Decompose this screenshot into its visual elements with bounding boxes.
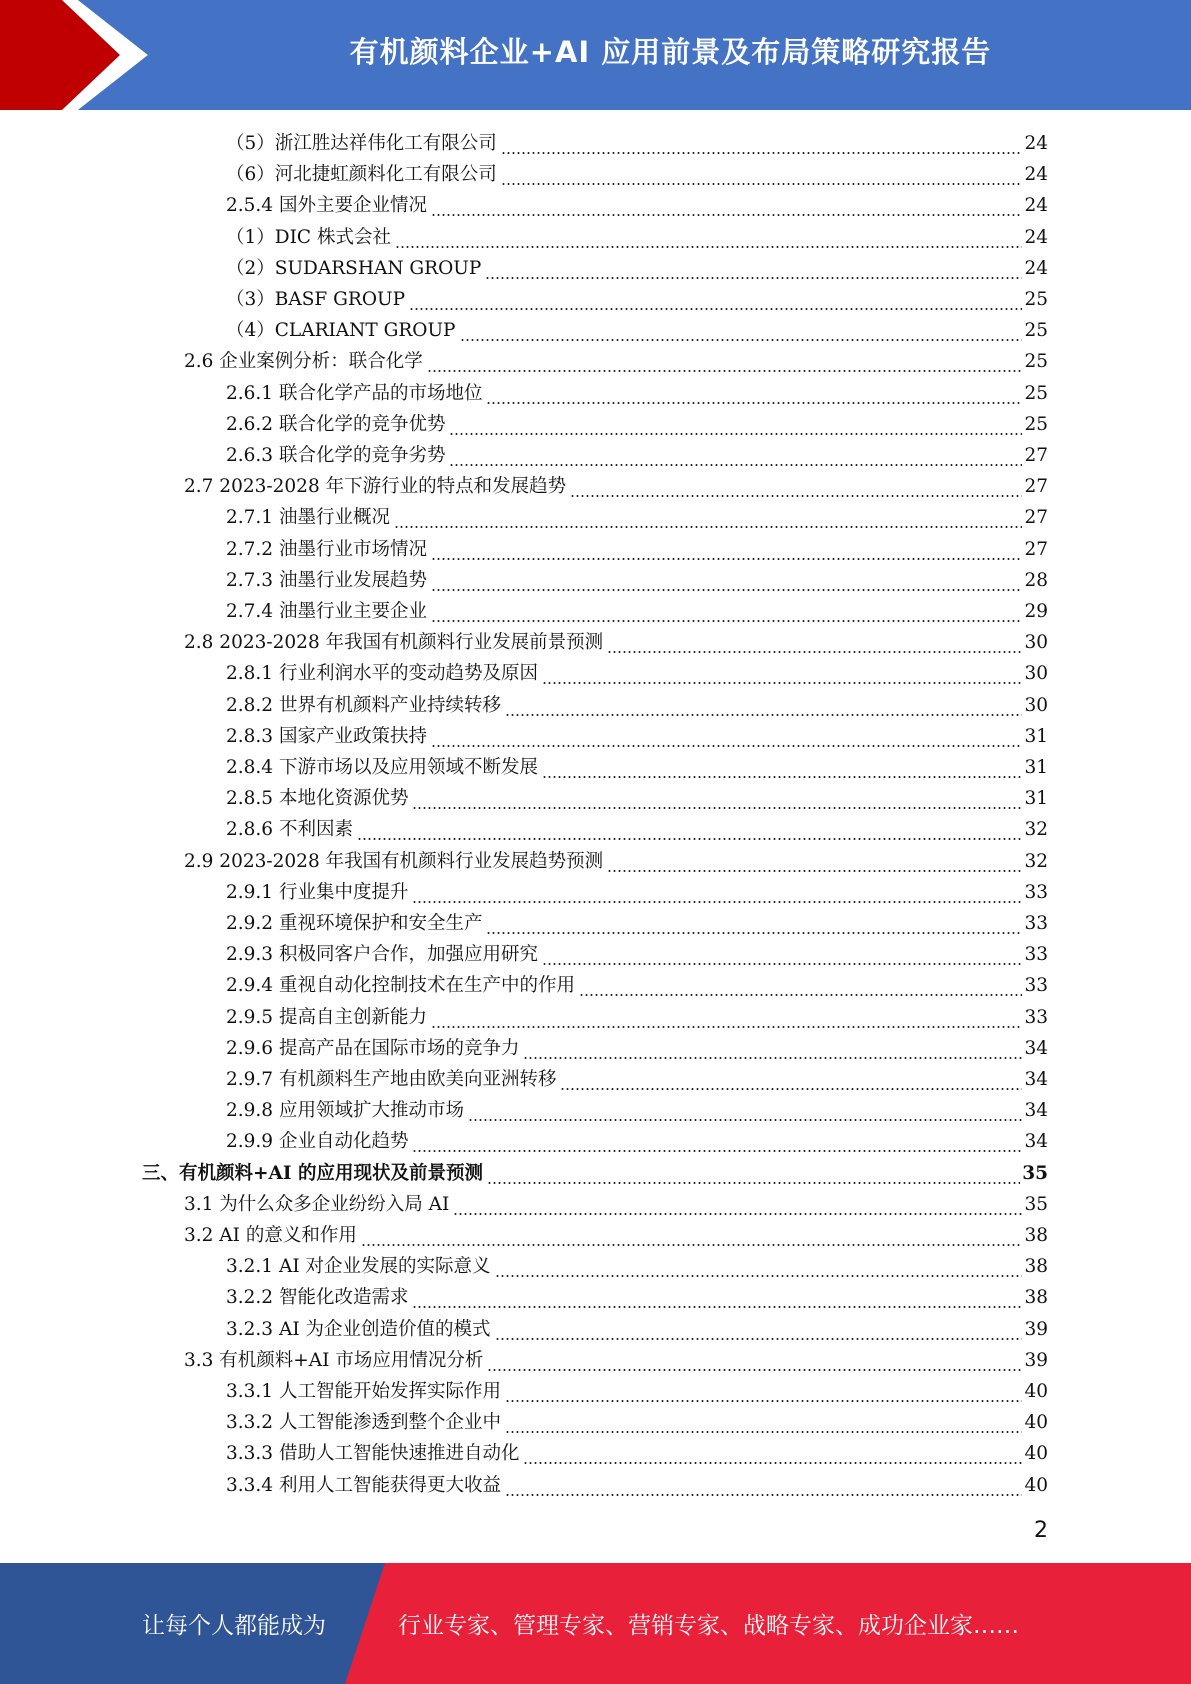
toc-entry-page: 25 — [1024, 382, 1048, 404]
toc-entry[interactable] — [226, 378, 1048, 409]
toc-entry-page: 24 — [1024, 195, 1048, 217]
toc-entry-page: 33 — [1024, 944, 1048, 966]
toc-entry-page: 25 — [1024, 289, 1048, 310]
toc-entry-label: 2.8.1 行业利润水平的变动趋势及原因 — [226, 663, 538, 685]
toc-leader-dots — [427, 346, 1023, 377]
toc-entry-page: 31 — [1024, 725, 1048, 747]
toc-entry-page: 24 — [1024, 257, 1048, 279]
toc-entry[interactable] — [226, 1126, 1048, 1157]
toc-leader-dots — [495, 1251, 1023, 1282]
toc-entry-label: 3.3 有机颜料+AI 市场应用情况分析 — [184, 1349, 484, 1371]
toc-leader-dots — [542, 752, 1022, 783]
toc-entry-page: 33 — [1024, 975, 1048, 997]
toc-leader-dots — [607, 627, 1022, 658]
toc-entry-page: 24 — [1024, 133, 1048, 154]
toc-entry-page: 24 — [1024, 164, 1048, 186]
toc-entry-label: 3.3.1 人工智能开始发挥实际作用 — [226, 1381, 501, 1402]
toc-entry[interactable] — [226, 315, 1048, 346]
toc-entry-page: 32 — [1024, 850, 1048, 872]
toc-entry-page: 31 — [1024, 757, 1048, 778]
toc-entry[interactable] — [226, 1251, 1048, 1282]
page-number: 2 — [1034, 1518, 1048, 1543]
toc-entry-page: 30 — [1024, 663, 1048, 685]
toc-entry-label: 2.7 2023-2028 年下游行业的特点和发展趋势 — [184, 476, 567, 498]
toc-leader-dots — [570, 471, 1022, 502]
toc-entry-page: 34 — [1024, 1037, 1048, 1059]
toc-entry[interactable] — [226, 440, 1048, 471]
toc-entry-label: （4）CLARIANT GROUP — [226, 320, 456, 342]
report-title: 有机颜料企业+AI 应用前景及布局策略研究报告 — [349, 34, 992, 69]
toc-entry[interactable] — [226, 658, 1048, 689]
toc-entry[interactable] — [226, 1438, 1048, 1469]
toc-entry-label: 2.9.5 提高自主创新能力 — [226, 1006, 427, 1028]
toc-leader-dots — [412, 1126, 1022, 1157]
toc-entry[interactable] — [226, 877, 1048, 908]
toc-leader-dots — [431, 534, 1022, 565]
toc-leader-dots — [523, 1033, 1022, 1064]
toc-entry-page: 34 — [1024, 1100, 1048, 1122]
toc-entry-page: 32 — [1024, 819, 1048, 841]
toc-entry-label: 3.2 AI 的意义和作用 — [184, 1225, 357, 1246]
toc-entry-label: 2.8.6 不利因素 — [226, 819, 353, 841]
toc-entry-label: 2.6.2 联合化学的竞争优势 — [226, 413, 446, 435]
toc-leader-dots — [460, 315, 1023, 346]
toc-entry-label: 3.3.3 借助人工智能快速推进自动化 — [226, 1443, 520, 1465]
toc-entry-page: 27 — [1024, 476, 1048, 498]
toc-entry-label: 2.9.8 应用领域扩大推动市场 — [226, 1100, 464, 1122]
toc-entry[interactable] — [226, 253, 1048, 284]
toc-entry-label: 2.9 2023-2028 年我国有机颜料行业发展趋势预测 — [184, 850, 604, 872]
toc-entry[interactable] — [226, 1314, 1048, 1345]
toc-entry-label: 2.7.1 油墨行业概况 — [226, 507, 390, 529]
toc-leader-dots — [431, 1002, 1022, 1033]
toc-entry[interactable] — [226, 1033, 1048, 1064]
toc-entry-label: 2.9.7 有机颜料生产地由欧美向亚洲转移 — [226, 1069, 557, 1090]
toc-entry-label: 2.7.4 油墨行业主要企业 — [226, 601, 427, 622]
toc-leader-dots — [486, 908, 1022, 939]
toc-entry[interactable] — [226, 128, 1048, 159]
toc-leader-dots — [495, 1314, 1023, 1345]
toc-leader-dots — [409, 284, 1022, 315]
toc-leader-dots — [431, 721, 1022, 752]
toc-entry-label: 2.6.1 联合化学产品的市场地位 — [226, 382, 483, 404]
toc-entry[interactable] — [142, 1158, 1048, 1189]
toc-leader-dots — [501, 159, 1023, 190]
toc-entry-label: 3.2.3 AI 为企业创造价值的模式 — [226, 1318, 491, 1340]
toc-entry-page: 27 — [1024, 538, 1048, 560]
toc-leader-dots — [431, 596, 1022, 627]
toc-entry-page: 25 — [1024, 320, 1048, 342]
toc-entry-page: 30 — [1024, 632, 1048, 654]
toc-entry-page: 33 — [1024, 913, 1048, 934]
toc-leader-dots — [505, 690, 1022, 721]
toc-entry[interactable] — [184, 1220, 1048, 1251]
toc-entry-label: 2.8.2 世界有机颜料产业持续转移 — [226, 694, 501, 716]
header-arrow-decoration — [0, 0, 150, 110]
toc-leader-dots — [412, 783, 1022, 814]
toc-leader-dots — [560, 1064, 1022, 1095]
toc-leader-dots — [431, 565, 1022, 596]
toc-entry-label: （6）河北捷虹颜料化工有限公司 — [226, 164, 497, 186]
toc-entry-page: 40 — [1024, 1474, 1048, 1496]
toc-entry-label: 2.9.2 重视环境保护和安全生产 — [226, 913, 483, 934]
toc-entry[interactable] — [226, 1282, 1048, 1313]
toc-entry[interactable] — [226, 502, 1048, 533]
toc-entry-page: 40 — [1024, 1412, 1048, 1434]
toc-entry[interactable] — [226, 565, 1048, 596]
toc-leader-dots — [485, 253, 1022, 284]
toc-entry-page: 24 — [1024, 226, 1048, 248]
toc-entry-page: 25 — [1024, 413, 1048, 435]
toc-leader-dots — [487, 1158, 1020, 1189]
toc-entry[interactable] — [226, 1407, 1048, 1438]
toc-entry-page: 34 — [1024, 1131, 1048, 1153]
toc-leader-dots — [487, 1345, 1022, 1376]
toc-entry-page: 35 — [1022, 1162, 1048, 1184]
toc-leader-dots — [607, 846, 1022, 877]
toc-entry-page: 38 — [1024, 1287, 1048, 1309]
toc-entry-label: （2）SUDARSHAN GROUP — [226, 257, 482, 279]
toc-entry[interactable] — [226, 534, 1048, 565]
toc-entry-page: 30 — [1024, 694, 1048, 716]
toc-entry[interactable] — [226, 752, 1048, 783]
toc-leader-dots — [523, 1438, 1022, 1469]
toc-leader-dots — [501, 128, 1023, 159]
toc-entry-label: 2.9.4 重视自动化控制技术在生产中的作用 — [226, 975, 575, 997]
toc-leader-dots — [542, 658, 1022, 689]
toc-leader-dots — [468, 1095, 1022, 1126]
toc-entry[interactable] — [226, 222, 1048, 253]
toc-entry-label: 2.5.4 国外主要企业情况 — [226, 195, 427, 217]
toc-leader-dots — [449, 409, 1022, 440]
toc-entry[interactable] — [184, 346, 1048, 377]
toc-entry-page: 39 — [1024, 1349, 1048, 1371]
footer-slogan-right: 行业专家、管理专家、营销专家、战略专家、成功企业家…… — [398, 1613, 1019, 1639]
toc-entry-label: 2.6 企业案例分析：联合化学 — [184, 351, 423, 373]
toc-entry[interactable] — [226, 939, 1048, 970]
toc-entry[interactable] — [226, 1470, 1048, 1501]
toc-entry[interactable] — [226, 409, 1048, 440]
toc-leader-dots — [394, 502, 1022, 533]
toc-entry[interactable] — [184, 846, 1048, 877]
toc-entry-label: 3.2.1 AI 对企业发展的实际意义 — [226, 1256, 491, 1278]
toc-leader-dots — [395, 222, 1023, 253]
toc-entry-label: （5）浙江胜达祥伟化工有限公司 — [226, 133, 497, 154]
toc-entry-label: 3.1 为什么众多企业纷纷入局 AI — [184, 1193, 450, 1215]
toc-entry[interactable] — [226, 783, 1048, 814]
footer-slogan-left: 让每个人都能成为 — [142, 1613, 326, 1639]
toc-entry[interactable] — [184, 1345, 1048, 1376]
toc-leader-dots — [579, 970, 1022, 1001]
toc-leader-dots — [542, 939, 1022, 970]
toc-leader-dots — [412, 877, 1022, 908]
toc-entry-label: 2.7.3 油墨行业发展趋势 — [226, 569, 427, 591]
toc-entry[interactable] — [226, 908, 1048, 939]
toc-entry-page: 40 — [1024, 1381, 1048, 1402]
toc-entry-label: 3.3.2 人工智能渗透到整个企业中 — [226, 1412, 501, 1434]
toc-entry-label: 2.8.5 本地化资源优势 — [226, 788, 409, 810]
toc-entry[interactable] — [226, 1376, 1048, 1407]
toc-entry-label: 2.7.2 油墨行业市场情况 — [226, 538, 427, 560]
toc-leader-dots — [505, 1376, 1022, 1407]
toc-entry-page: 34 — [1024, 1069, 1048, 1090]
toc-entry-page: 27 — [1024, 507, 1048, 529]
toc-entry-page: 29 — [1024, 601, 1048, 622]
toc-entry-page: 28 — [1024, 569, 1048, 591]
toc-entry-label: 2.9.9 企业自动化趋势 — [226, 1131, 409, 1153]
toc-leader-dots — [431, 190, 1022, 221]
page-header — [0, 0, 1191, 110]
toc-entry[interactable] — [226, 596, 1048, 627]
toc-entry-label: （3）BASF GROUP — [226, 289, 406, 310]
toc-entry[interactable] — [226, 284, 1048, 315]
toc-leader-dots — [486, 378, 1022, 409]
toc-entry-page: 40 — [1024, 1443, 1048, 1465]
page-footer — [0, 1563, 1191, 1684]
toc-entry[interactable] — [226, 190, 1048, 221]
toc-leader-dots — [453, 1189, 1022, 1220]
toc-entry[interactable] — [184, 1189, 1048, 1220]
toc-leader-dots — [505, 1470, 1022, 1501]
toc-entry-page: 27 — [1024, 445, 1048, 466]
toc-leader-dots — [505, 1407, 1022, 1438]
toc-entry[interactable] — [226, 814, 1048, 845]
toc-entry-label: 2.8 2023-2028 年我国有机颜料行业发展前景预测 — [184, 632, 604, 654]
toc-leader-dots — [412, 1282, 1022, 1313]
toc-entry[interactable] — [226, 690, 1048, 721]
toc-entry-page: 35 — [1024, 1193, 1048, 1215]
toc-entry[interactable] — [226, 721, 1048, 752]
toc-entry-page: 31 — [1024, 788, 1048, 810]
toc-entry-page: 38 — [1024, 1225, 1048, 1246]
toc-entry-page: 39 — [1024, 1318, 1048, 1340]
toc-leader-dots — [357, 814, 1023, 845]
toc-entry-label: 3.3.4 利用人工智能获得更大收益 — [226, 1474, 501, 1496]
toc-entry[interactable] — [226, 970, 1048, 1001]
toc-leader-dots — [361, 1220, 1023, 1251]
toc-entry[interactable] — [184, 627, 1048, 658]
toc-entry[interactable] — [226, 1002, 1048, 1033]
toc-entry-page: 33 — [1024, 1006, 1048, 1028]
toc-entry-label: （1）DIC 株式会社 — [226, 226, 391, 248]
toc-entry-label: 2.8.3 国家产业政策扶持 — [226, 725, 427, 747]
toc-entry-page: 33 — [1024, 881, 1048, 903]
toc-entry-label: 2.9.3 积极同客户合作，加强应用研究 — [226, 944, 538, 966]
toc-entry-label: 三、有机颜料+AI 的应用现状及前景预测 — [142, 1162, 483, 1184]
toc-entry-label: 2.9.1 行业集中度提升 — [226, 881, 409, 903]
toc-entry-label: 2.9.6 提高产品在国际市场的竞争力 — [226, 1037, 520, 1059]
toc-leader-dots — [449, 440, 1022, 471]
toc-entry-page: 38 — [1024, 1256, 1048, 1278]
toc-entry-page: 25 — [1024, 351, 1048, 373]
toc-entry-label: 2.8.4 下游市场以及应用领域不断发展 — [226, 757, 538, 778]
toc-entry[interactable] — [226, 1095, 1048, 1126]
toc-entry-label: 3.2.2 智能化改造需求 — [226, 1287, 409, 1309]
toc-entry[interactable] — [226, 159, 1048, 190]
toc-entry[interactable] — [226, 1064, 1048, 1095]
toc-entry-label: 2.6.3 联合化学的竞争劣势 — [226, 445, 446, 466]
toc-entry[interactable] — [184, 471, 1048, 502]
